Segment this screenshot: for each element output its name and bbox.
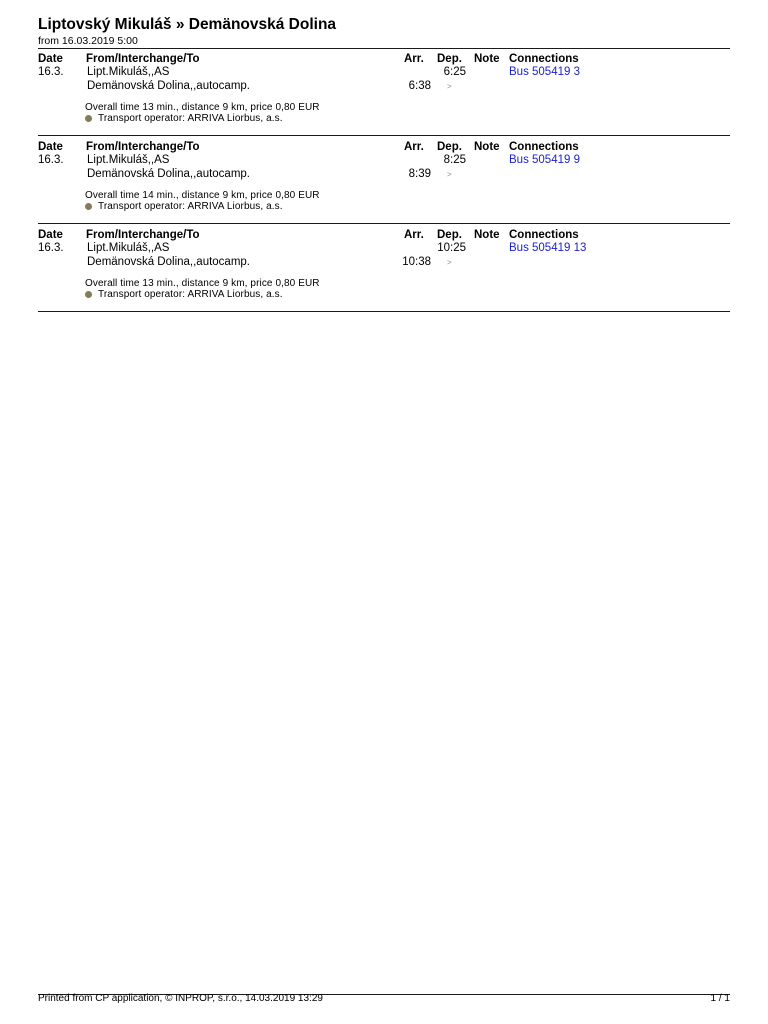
departure-column-header: Dep. [437,229,462,241]
arrival-row [38,80,730,93]
departure-time: 6:25 [443,66,466,78]
continuation-arrow-icon: > [447,82,452,91]
note-column-header: Note [474,229,500,241]
departure-row [38,66,730,79]
journey-block [38,48,730,136]
operator-name: Transport operator: ARRIVA Liorbus, a.s. [98,113,283,124]
operator-name: Transport operator: ARRIVA Liorbus, a.s. [98,201,283,212]
trip-summary: Overall time 13 min., distance 9 km, price 0,80 EUR [85,278,320,289]
bullet-icon [85,291,92,298]
from-station: Lipt.Mikuláš,,AS [87,242,170,254]
search-time-subtitle: from 16.03.2019 5:00 [38,35,138,47]
journey-block [38,224,730,312]
column-header-row [38,53,730,66]
column-header-row [38,141,730,154]
travel-date: 16.3. [38,154,64,166]
departure-row [38,242,730,255]
stations-column-header: From/Interchange/To [86,229,200,241]
transport-operator [38,113,730,124]
departure-column-header: Dep. [437,53,462,65]
connection-link[interactable]: Bus 505419 9 [509,154,580,166]
arrival-row [38,256,730,269]
column-header-row [38,229,730,242]
continuation-arrow-icon: > [447,258,452,267]
departure-time: 8:25 [443,154,466,166]
transport-operator [38,201,730,212]
date-column-header: Date [38,141,63,153]
stations-column-header: From/Interchange/To [86,53,200,65]
to-station: Demänovská Dolina,,autocamp. [87,80,250,92]
date-column-header: Date [38,229,63,241]
connection-link[interactable]: Bus 505419 3 [509,66,580,78]
connections-column-header: Connections [509,229,579,241]
arrival-column-header: Arr. [404,229,424,241]
travel-date: 16.3. [38,66,64,78]
departure-row [38,154,730,167]
trip-summary: Overall time 13 min., distance 9 km, price 0,80 EUR [85,102,320,113]
arrival-column-header: Arr. [404,141,424,153]
arrival-time: 8:39 [408,168,431,180]
from-station: Lipt.Mikuláš,,AS [87,154,170,166]
trip-summary: Overall time 14 min., distance 9 km, price 0,80 EUR [85,190,320,201]
page-title: Liptovský Mikuláš » Demänovská Dolina [38,16,337,33]
print-footer: Printed from CP application, © INPROP, s.r.o., 14.03.2019 13:29 [38,993,323,1004]
transport-operator [38,289,730,300]
arrival-row [38,168,730,181]
page-number: 1 / 1 [710,993,730,1004]
operator-name: Transport operator: ARRIVA Liorbus, a.s. [98,289,283,300]
to-station: Demänovská Dolina,,autocamp. [87,168,250,180]
from-station: Lipt.Mikuláš,,AS [87,66,170,78]
to-station: Demänovská Dolina,,autocamp. [87,256,250,268]
note-column-header: Note [474,53,500,65]
departure-time: 10:25 [437,242,466,254]
arrival-time: 6:38 [408,80,431,92]
arrival-column-header: Arr. [404,53,424,65]
departure-column-header: Dep. [437,141,462,153]
date-column-header: Date [38,53,63,65]
bullet-icon [85,115,92,122]
travel-date: 16.3. [38,242,64,254]
journey-block [38,136,730,224]
continuation-arrow-icon: > [447,170,452,179]
connection-link[interactable]: Bus 505419 13 [509,242,587,254]
arrival-time: 10:38 [402,256,431,268]
connections-column-header: Connections [509,141,579,153]
connections-column-header: Connections [509,53,579,65]
note-column-header: Note [474,141,500,153]
bullet-icon [85,203,92,210]
stations-column-header: From/Interchange/To [86,141,200,153]
